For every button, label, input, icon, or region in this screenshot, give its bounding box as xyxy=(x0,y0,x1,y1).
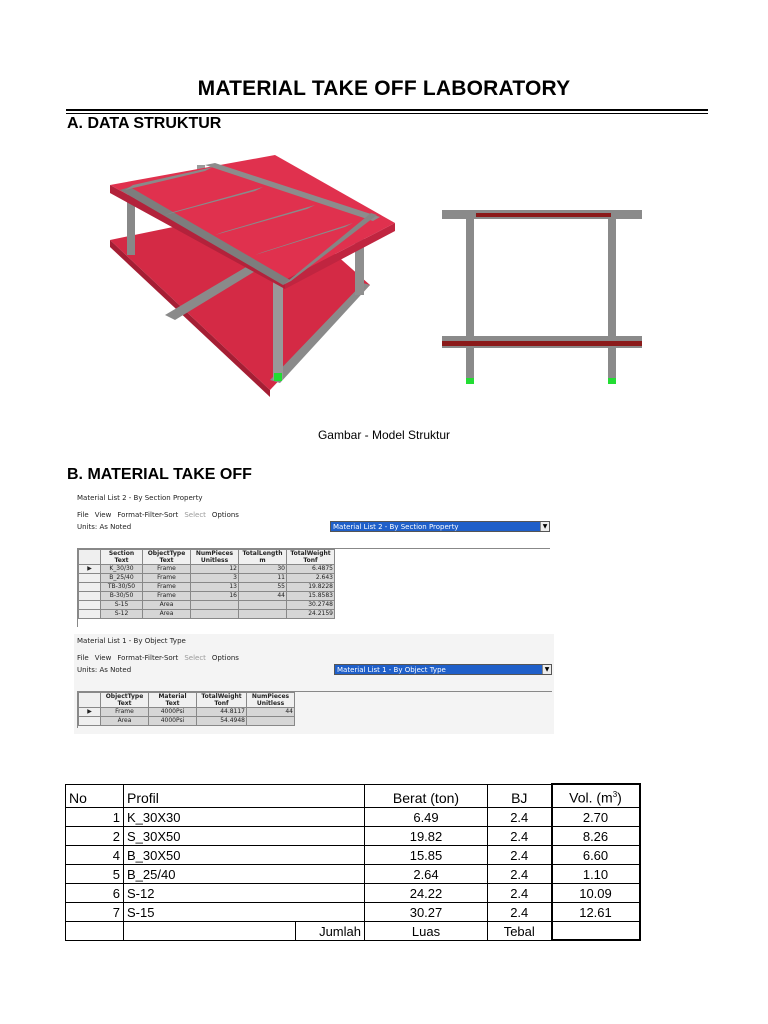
grid-corner xyxy=(79,693,101,708)
col-header[interactable]: TotalWeight Tonf xyxy=(197,693,247,708)
list-dropdown[interactable] xyxy=(334,664,552,675)
table-row: 7 S-15 30.27 2.4 12.61 xyxy=(66,902,640,921)
figure-caption: Gambar - Model Struktur xyxy=(317,428,451,442)
table-row: 4 B_30X50 15.85 2.4 6.60 xyxy=(66,845,640,864)
units-label: Units: As Noted xyxy=(77,523,132,531)
footer-tebal: Tebal xyxy=(488,921,552,940)
section-a-heading: A. DATA STRUKTUR xyxy=(67,115,222,132)
title-rule xyxy=(66,109,708,111)
col-header[interactable]: TotalWeight Tonf xyxy=(287,550,335,565)
table-row[interactable]: B-30/50 Frame 16 44 15.8583 xyxy=(79,592,335,601)
data-grid-area xyxy=(77,691,552,728)
menu-select[interactable]: Select xyxy=(184,654,206,662)
table-row[interactable]: B_25/40 Frame 3 11 2.643 xyxy=(79,574,335,583)
page-title: MATERIAL TAKE OFF LABORATORY xyxy=(197,77,571,100)
support-left xyxy=(466,378,474,384)
header-no: No xyxy=(66,784,124,807)
table-row[interactable]: Area 4000Psi 54.4948 xyxy=(79,717,295,726)
material-list-1-window xyxy=(74,634,554,734)
table-row[interactable]: TB-30/50 Frame 13 55 19.8228 xyxy=(79,583,335,592)
menu-options[interactable]: Options xyxy=(211,511,239,519)
header-profil: Profil xyxy=(124,784,365,807)
chevron-down-icon[interactable]: ▼ xyxy=(540,522,549,531)
header-bj: BJ xyxy=(488,784,552,807)
table-footer-row xyxy=(66,921,640,940)
data-grid-area xyxy=(77,548,550,627)
col-header[interactable]: TotalLength m xyxy=(239,550,287,565)
section-b-heading: B. MATERIAL TAKE OFF xyxy=(67,466,252,483)
col-header[interactable]: ObjectType Text xyxy=(101,693,149,708)
table-row: 1 K_30X30 6.49 2.4 2.70 xyxy=(66,807,640,826)
material-list-2-table xyxy=(78,549,335,619)
footer-empty xyxy=(124,921,296,940)
col-header[interactable]: NumPieces Unitless xyxy=(247,693,295,708)
dropdown-value: Material List 2 - By Section Property xyxy=(333,523,459,531)
volume-table xyxy=(65,783,641,941)
header-berat: Berat (ton) xyxy=(365,784,488,807)
window-title: Material List 1 - By Object Type xyxy=(77,637,186,645)
material-list-2-window xyxy=(74,491,552,633)
table-row[interactable]: ▶ Frame 4000Psi 44.8117 44 xyxy=(79,708,295,717)
support-right xyxy=(608,378,616,384)
structure-3d-model-image xyxy=(105,155,405,400)
column-right xyxy=(608,219,616,379)
window-title: Material List 2 - By Section Property xyxy=(77,494,203,502)
column-left xyxy=(466,219,474,379)
table-row: 6 S-12 24.22 2.4 10.09 xyxy=(66,883,640,902)
table-row: 5 B_25/40 2.64 2.4 1.10 xyxy=(66,864,640,883)
support xyxy=(274,373,282,381)
footer-jumlah: Jumlah xyxy=(296,921,365,940)
footer-empty xyxy=(66,921,124,940)
dropdown-value: Material List 1 - By Object Type xyxy=(337,666,446,674)
menu-select[interactable]: Select xyxy=(184,511,206,519)
table-row[interactable]: S-15 Area 30.2748 xyxy=(79,601,335,610)
menu-format-filter-sort[interactable]: Format-Filter-Sort xyxy=(117,511,179,519)
menu-bar xyxy=(77,511,239,519)
menu-view[interactable]: View xyxy=(94,511,112,519)
list-dropdown[interactable] xyxy=(330,521,550,532)
col-header[interactable]: Section Text xyxy=(101,550,143,565)
menu-file[interactable]: File xyxy=(77,511,89,519)
col-header[interactable]: Material Text xyxy=(149,693,197,708)
table-row[interactable]: S-12 Area 24.2159 xyxy=(79,610,335,619)
grid-corner xyxy=(79,550,101,565)
table-row[interactable]: ▶ K_30/30 Frame 12 30 6.4875 xyxy=(79,565,335,574)
header-vol: Vol. $(m^3)$ xyxy=(552,784,640,807)
menu-options[interactable]: Options xyxy=(211,654,239,662)
material-list-1-table xyxy=(78,692,295,726)
beam-section xyxy=(476,213,611,217)
title-rule-thin xyxy=(66,113,708,114)
col-header[interactable]: NumPieces Unitless xyxy=(191,550,239,565)
menu-format-filter-sort[interactable]: Format-Filter-Sort xyxy=(117,654,179,662)
slab-section xyxy=(442,341,642,346)
footer-vol-empty xyxy=(552,921,640,940)
chevron-down-icon[interactable]: ▼ xyxy=(542,665,551,674)
table-row: 2 S_30X50 19.82 2.4 8.26 xyxy=(66,826,640,845)
menu-bar xyxy=(77,654,239,662)
structure-elevation-image xyxy=(436,200,648,390)
menu-view[interactable]: View xyxy=(94,654,112,662)
footer-luas: Luas xyxy=(365,921,488,940)
menu-file[interactable]: File xyxy=(77,654,89,662)
units-label: Units: As Noted xyxy=(77,666,132,674)
col-header[interactable]: ObjectType Text xyxy=(143,550,191,565)
